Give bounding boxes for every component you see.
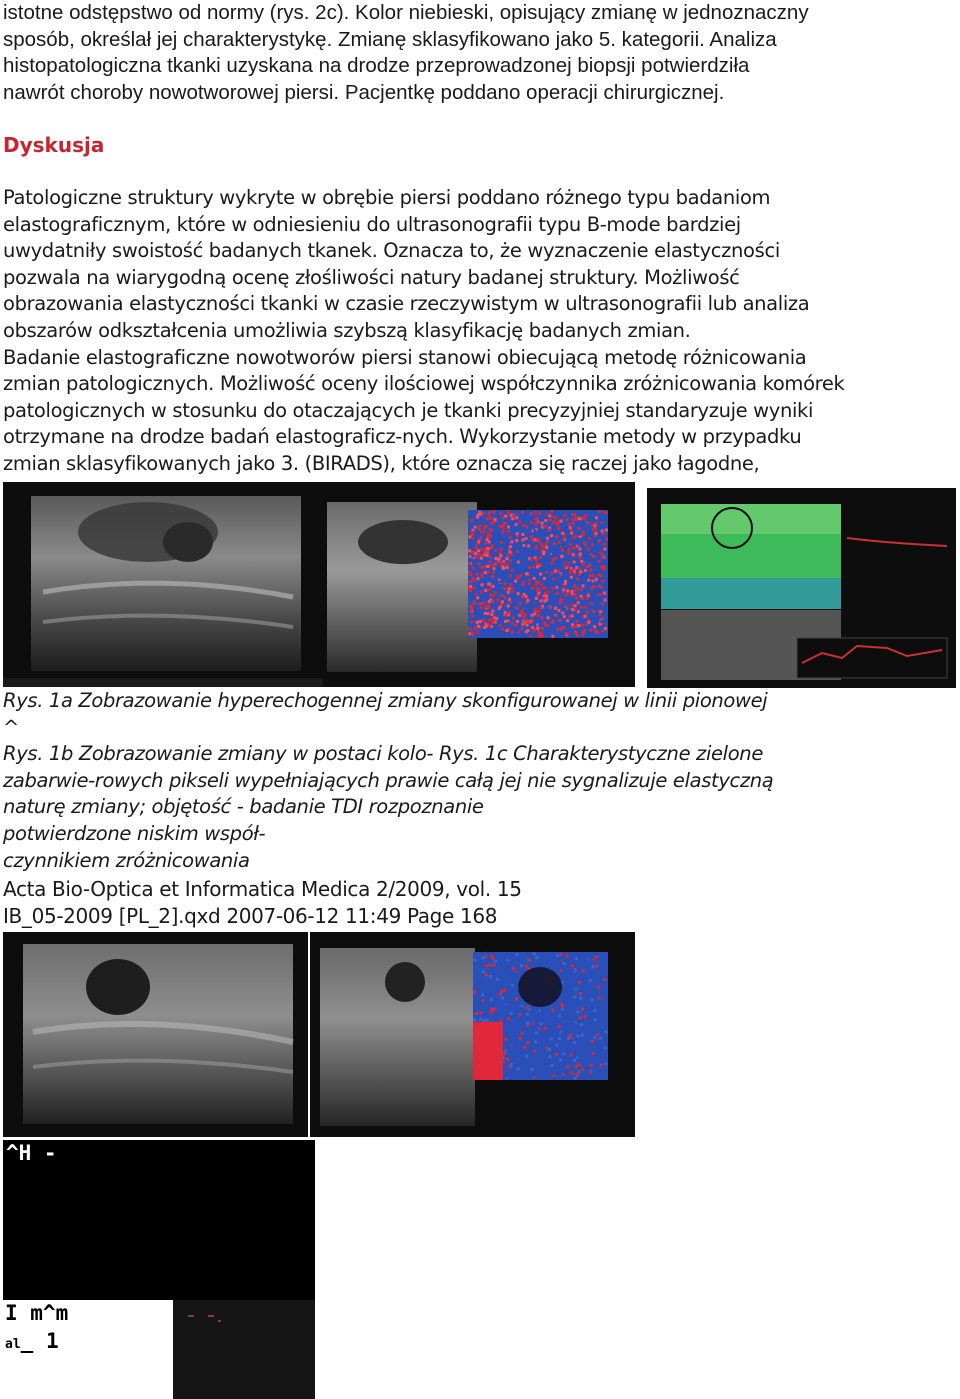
overlay-label-line3: .-.--- N (5, 1357, 107, 1381)
figure-caption (3, 688, 773, 874)
caption-line: zabarwie-rowych pikseli wypełniających prawie całą jej nie sygnalizuje elastyczną (3, 768, 774, 792)
caption-line: ^ (3, 715, 19, 739)
intro-line: sposób, określał jej charakterystykę. Zmianę sklasyfikowano jako 5. kategorii. Analiza (3, 27, 777, 51)
dark-image-2c (3, 1140, 315, 1399)
caption-line: potwierdzone niskim współ- (3, 821, 266, 845)
overlay-label-top: ^H - (6, 1141, 57, 1165)
discussion-line: otrzymane na drodze badań elastograficz-nych. Wykorzystanie metody w przypadku (3, 425, 802, 449)
caption-line: naturę zmiany; objętość - badanie TDI rozpoznanie (3, 795, 484, 819)
discussion-line: Badanie elastograficzne nowotworów piersi stanowi obiecującą metodę różnicowania (3, 345, 807, 369)
caption-line: czynnikiem zróżnicowania (3, 848, 250, 872)
discussion-line: zmian patologicznych. Możliwość oceny ilościowej współczynnika zróżnicowania komórek (3, 372, 845, 396)
tdi-image-1c (647, 488, 956, 688)
discussion-line: pozwala na wiarygodną ocenę złośliwości natury badanej struktury. Możliwość (3, 265, 740, 289)
caption-line: Rys. 1a Zobrazowanie hyperechogennej zmiany skonfigurowanej w linii pionowej (3, 689, 768, 712)
footer-file-info: IB_05-2009 [PL_2].qxd 2007-06-12 11:49 Page 168 (3, 903, 498, 928)
elastography-image-1b (323, 482, 635, 687)
discussion-paragraph (3, 185, 844, 478)
intro-line: histopatologiczna tkanki uzyskana na drodze przeprowadzonej biopsji potwierdziła (3, 54, 750, 78)
caption-line: Rys. 1b Zobrazowanie zmiany w postaci kolo- Rys. 1c Charakterystyczne zielone (3, 742, 763, 766)
ultrasound-image-1a (3, 482, 323, 687)
discussion-line: Patologiczne struktury wykryte w obrębie piersi poddano różnego typu badaniom (3, 186, 771, 209)
discussion-line: elastograficznym, które w odniesieniu do ultrasonografii typu B-mode bardziej (3, 212, 741, 236)
discussion-line: uwydatniły swoistość badanych tkanek. Oznacza to, że wyznaczenie elastyczności (3, 239, 780, 263)
overlay-rest: _ 1 (20, 1329, 59, 1353)
ultrasound-image-2a (3, 932, 308, 1137)
journal-footer (3, 876, 522, 929)
discussion-line: zmian sklasyfikowanych jako 3. (BIRADS), które oznacza się raczej jako łagodne, (3, 451, 760, 475)
overlay-label-line2 (5, 1328, 59, 1358)
discussion-line: obrazowania elastyczności tkanki w czasie rzeczywistym w ultrasonografii lub analiza (3, 292, 810, 316)
intro-paragraph (3, 0, 809, 106)
section-heading: Dyskusja (3, 133, 105, 157)
intro-line: istotne odstępstwo od normy (rys. 2c). Kolor niebieski, opisujący zmianę w jednoznaczny (3, 1, 809, 24)
discussion-line: obszarów odkształcenia umożliwia szybszą klasyfikację badanych zmian. (3, 318, 691, 342)
footer-journal: Acta Bio-Optica et Informatica Medica 2/2009, vol. 15 (3, 877, 522, 901)
elastography-image-2b (310, 932, 635, 1137)
discussion-line: patologicznych w stosunku do otaczających je tkanki precyzyjniej standaryzuje wyniki (3, 398, 814, 422)
overlay-label-line1: I m^m (5, 1301, 69, 1325)
intro-line: nawrót choroby nowotworowej piersi. Pacjentkę poddano operacji chirurgicznej. (3, 80, 725, 104)
overlay-small: al (5, 1337, 21, 1352)
